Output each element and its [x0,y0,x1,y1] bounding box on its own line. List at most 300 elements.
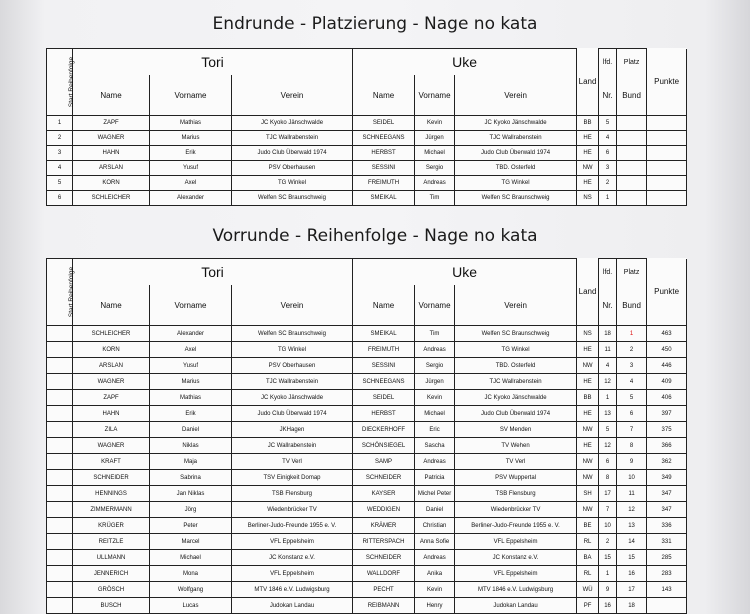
cell-uke-vorname: Daniel [415,502,455,518]
cell-uke-name: PECHT [353,582,415,598]
nr-header: Nr. [599,285,617,326]
cell-tori-vorname: Marius [150,131,232,146]
cell-start [47,406,73,422]
cell-nr: 2 [599,176,617,191]
cell-tori-vorname: Mona [150,566,232,582]
tori-header: Tori [73,49,353,76]
cell-tori-name: REITZLE [73,534,150,550]
cell-uke-name: REIBMANN [353,598,415,614]
cell-start: 6 [47,191,73,206]
cell-tori-verein: TSV Einigkeit Domap [232,470,353,486]
tori-verein-header: Verein [232,75,353,116]
cell-nr: 11 [599,342,617,358]
cell-tori-name: WAGNER [73,131,150,146]
cell-tori-name: KORN [73,342,150,358]
cell-uke-verein: JC Konstanz e.V. [455,550,577,566]
cell-nr: 13 [599,406,617,422]
cell-start [47,454,73,470]
bund-header: Bund [617,75,647,116]
cell-tori-name: ULLMANN [73,550,150,566]
cell-uke-verein: TV Wehen [455,438,577,454]
cell-uke-vorname: Sergio [415,161,455,176]
cell-nr: 17 [599,486,617,502]
cell-uke-verein: TJC Wallrabenstein [455,374,577,390]
cell-start: 3 [47,146,73,161]
punkte-header: Punkte [647,49,687,116]
cell-tori-verein: TG Winkel [232,342,353,358]
cell-tori-name: KORN [73,176,150,191]
cell-bund: 7 [617,422,647,438]
cell-tori-name: WAGNER [73,438,150,454]
uke-vorname-header: Vorname [415,285,455,326]
cell-land: NW [577,358,599,374]
cell-bund: 6 [617,406,647,422]
cell-tori-verein: Judokan Landau [232,598,353,614]
cell-bund: 5 [617,390,647,406]
cell-punkte: 283 [647,566,687,582]
cell-uke-verein: Judo Club Überwald 1974 [455,146,577,161]
cell-start: 5 [47,176,73,191]
cell-uke-verein: Wiedenbrücker TV [455,502,577,518]
cell-uke-name: KAYSER [353,486,415,502]
platz-header: Platz [617,49,647,76]
cell-tori-verein: Wiedenbrücker TV [232,502,353,518]
prelim-round-table [46,258,687,614]
cell-start [47,582,73,598]
cell-nr: 12 [599,438,617,454]
cell-uke-name: SCHNEIDER [353,550,415,566]
cell-uke-verein: TBD. Osterfeld [455,161,577,176]
cell-punkte: 331 [647,534,687,550]
cell-bund [617,146,647,161]
cell-nr: 6 [599,454,617,470]
cell-punkte: 409 [647,374,687,390]
tori-verein-header: Verein [232,285,353,326]
cell-nr: 8 [599,470,617,486]
cell-uke-vorname: Michael [415,406,455,422]
cell-land: BB [577,390,599,406]
cell-land: HE [577,342,599,358]
lfd-header: lfd. [599,259,617,286]
cell-tori-vorname: Mathias [150,390,232,406]
cell-nr: 4 [599,131,617,146]
cell-land: HE [577,374,599,390]
cell-tori-verein: JC Wallrabenstein [232,438,353,454]
final-round-title: Endrunde - Platzierung - Nage no kata [212,14,538,34]
cell-punkte: 347 [647,502,687,518]
cell-tori-name: HAHN [73,146,150,161]
cell-tori-vorname: Jan Niklas [150,486,232,502]
table-row [47,390,687,406]
table-row [47,146,687,161]
cell-bund: 17 [617,582,647,598]
cell-land: NW [577,422,599,438]
cell-uke-vorname: Michel Peter [415,486,455,502]
cell-land: WÜ [577,582,599,598]
cell-tori-vorname: Yusuf [150,358,232,374]
cell-start [47,326,73,342]
cell-uke-verein: TBD. Osterfeld [455,358,577,374]
cell-uke-vorname: Andreas [415,454,455,470]
cell-nr: 4 [599,358,617,374]
cell-tori-vorname: Daniel [150,422,232,438]
uke-verein-header: Verein [455,75,577,116]
table-row [47,550,687,566]
cell-uke-verein: TG Winkel [455,176,577,191]
cell-punkte: 143 [647,582,687,598]
cell-tori-name: SCHLEICHER [73,326,150,342]
cell-tori-vorname: Sabrina [150,470,232,486]
cell-nr: 1 [599,566,617,582]
cell-uke-vorname: Christian [415,518,455,534]
cell-tori-vorname: Peter [150,518,232,534]
cell-uke-name: SEIDEL [353,116,415,131]
land-header: Land [577,49,599,116]
cell-start [47,534,73,550]
cell-uke-vorname: Eric [415,422,455,438]
table-row [47,486,687,502]
cell-bund: 15 [617,550,647,566]
cell-land: HE [577,406,599,422]
tori-name-header: Name [73,285,150,326]
cell-tori-verein: TV Verl [232,454,353,470]
cell-bund: 14 [617,534,647,550]
start-order-header: Start Reihenfolge [47,49,73,116]
cell-uke-verein: PSV Wuppertal [455,470,577,486]
cell-land: SH [577,486,599,502]
cell-land: BB [577,116,599,131]
cell-uke-name: DIECKERHOFF [353,422,415,438]
cell-tori-name: KRAFT [73,454,150,470]
cell-tori-vorname: Wolfgang [150,582,232,598]
table-row [47,358,687,374]
cell-tori-vorname: Michael [150,550,232,566]
cell-start [47,550,73,566]
cell-land: BE [577,518,599,534]
cell-uke-verein: Welfen SC Braunschweig [455,326,577,342]
table-row [47,131,687,146]
cell-nr: 1 [599,390,617,406]
cell-uke-vorname: Andreas [415,342,455,358]
cell-start [47,566,73,582]
cell-land: HE [577,438,599,454]
cell-start [47,470,73,486]
cell-tori-name: ZIMMERMANN [73,502,150,518]
bund-header: Bund [617,285,647,326]
cell-bund: 9 [617,454,647,470]
table-row [47,438,687,454]
cell-land: NW [577,454,599,470]
cell-uke-verein: JC Kyoko Jänschwalde [455,390,577,406]
cell-uke-name: HERBST [353,146,415,161]
cell-punkte: 362 [647,454,687,470]
cell-uke-vorname: Sergio [415,358,455,374]
cell-uke-name: SCHNEEGANS [353,374,415,390]
cell-punkte: 397 [647,406,687,422]
cell-tori-name: SCHNEIDER [73,470,150,486]
tori-header: Tori [73,259,353,286]
cell-tori-name: WAGNER [73,374,150,390]
cell-uke-vorname: Michael [415,146,455,161]
cell-start [47,358,73,374]
cell-punkte [647,146,687,161]
cell-uke-name: FREIMUTH [353,342,415,358]
cell-land: HE [577,131,599,146]
cell-tori-verein: Berliner-Judo-Freunde 1955 e. V. [232,518,353,534]
cell-tori-name: ZILA [73,422,150,438]
cell-bund: 12 [617,502,647,518]
cell-tori-name: ARSLAN [73,358,150,374]
cell-bund: 1 [617,326,647,342]
uke-verein-header: Verein [455,285,577,326]
cell-bund [617,161,647,176]
cell-tori-verein: JKHagen [232,422,353,438]
cell-nr: 2 [599,534,617,550]
cell-uke-verein: TV Verl [455,454,577,470]
cell-uke-name: SMEIKAL [353,191,415,206]
cell-land: NW [577,470,599,486]
cell-tori-vorname: Erik [150,406,232,422]
cell-land: RL [577,534,599,550]
cell-start: 1 [47,116,73,131]
uke-name-header: Name [353,75,415,116]
cell-uke-vorname: Kevin [415,582,455,598]
cell-bund: 16 [617,566,647,582]
cell-uke-vorname: Tim [415,326,455,342]
cell-punkte [647,131,687,146]
cell-tori-verein: PSV Oberhausen [232,358,353,374]
cell-start [47,502,73,518]
nr-header: Nr. [599,75,617,116]
table-row [47,582,687,598]
cell-bund: 11 [617,486,647,502]
cell-tori-vorname: Marcel [150,534,232,550]
cell-nr: 7 [599,502,617,518]
cell-uke-verein: VFL Eppelsheim [455,534,577,550]
cell-uke-vorname: Kevin [415,390,455,406]
cell-tori-vorname: Alexander [150,191,232,206]
cell-tori-verein: TJC Wallrabenstein [232,374,353,390]
cell-bund [617,191,647,206]
cell-punkte: 450 [647,342,687,358]
cell-punkte: 406 [647,390,687,406]
cell-uke-vorname: Kevin [415,116,455,131]
cell-land: RL [577,566,599,582]
cell-start [47,422,73,438]
cell-tori-verein: Judo Club Überwald 1974 [232,406,353,422]
cell-uke-name: SMEIKAL [353,326,415,342]
cell-bund [617,131,647,146]
cell-start [47,342,73,358]
cell-uke-name: KRÄMER [353,518,415,534]
cell-uke-verein: TJC Wallrabenstein [455,131,577,146]
cell-tori-vorname: Lucas [150,598,232,614]
cell-uke-name: FREIMUTH [353,176,415,191]
table-row [47,161,687,176]
cell-tori-vorname: Niklas [150,438,232,454]
prelim-round-title: Vorrunde - Reihenfolge - Nage no kata [212,226,538,246]
cell-bund: 4 [617,374,647,390]
cell-punkte: 285 [647,550,687,566]
cell-uke-name: SESSINI [353,161,415,176]
start-order-header: Start Reihenfolge [47,259,73,326]
cell-tori-verein: MTV 1846 e.V. Ludwigsburg [232,582,353,598]
cell-tori-verein: PSV Oberhausen [232,161,353,176]
cell-punkte [647,598,687,614]
final-round-table [46,48,687,206]
tori-name-header: Name [73,75,150,116]
cell-punkte [647,116,687,131]
cell-uke-vorname: Andreas [415,176,455,191]
cell-nr: 9 [599,582,617,598]
cell-uke-verein: Welfen SC Braunschweig [455,191,577,206]
cell-start: 2 [47,131,73,146]
cell-punkte: 366 [647,438,687,454]
cell-uke-vorname: Sascha [415,438,455,454]
cell-bund: 13 [617,518,647,534]
cell-uke-verein: TG Winkel [455,342,577,358]
cell-nr: 16 [599,598,617,614]
cell-tori-vorname: Maja [150,454,232,470]
table-row [47,406,687,422]
cell-uke-verein: Judo Club Überwald 1974 [455,406,577,422]
cell-tori-verein: JC Konstanz e.V. [232,550,353,566]
land-header: Land [577,259,599,326]
table-row [47,502,687,518]
cell-nr: 12 [599,374,617,390]
table-row [47,470,687,486]
cell-tori-name: BUSCH [73,598,150,614]
cell-tori-vorname: Mathias [150,116,232,131]
cell-tori-vorname: Alexander [150,326,232,342]
cell-punkte: 446 [647,358,687,374]
cell-land: HE [577,176,599,191]
cell-tori-name: KRÜGER [73,518,150,534]
table-row [47,454,687,470]
cell-uke-name: WALLDORF [353,566,415,582]
cell-land: BA [577,550,599,566]
table-row [47,374,687,390]
cell-tori-name: SCHLEICHER [73,191,150,206]
cell-uke-name: SCHNEIDER [353,470,415,486]
table-row [47,176,687,191]
cell-land: PF [577,598,599,614]
cell-bund: 2 [617,342,647,358]
cell-nr: 6 [599,146,617,161]
cell-bund [617,176,647,191]
cell-land: NS [577,326,599,342]
cell-uke-vorname: Tim [415,191,455,206]
table-row [47,566,687,582]
cell-start: 4 [47,161,73,176]
cell-tori-vorname: Marius [150,374,232,390]
cell-nr: 1 [599,191,617,206]
cell-nr: 3 [599,161,617,176]
cell-tori-verein: TSB Flensburg [232,486,353,502]
cell-tori-verein: TJC Wallrabenstein [232,131,353,146]
final-round-body [47,116,687,206]
cell-start [47,486,73,502]
cell-land: NW [577,502,599,518]
uke-header: Uke [353,49,577,76]
lfd-header: lfd. [599,49,617,76]
cell-start [47,374,73,390]
cell-uke-verein: MTV 1846 e.V. Ludwigsburg [455,582,577,598]
cell-tori-name: HENNINGS [73,486,150,502]
cell-uke-verein: Judokan Landau [455,598,577,614]
cell-punkte: 336 [647,518,687,534]
cell-bund [617,116,647,131]
cell-start [47,390,73,406]
cell-tori-name: ARSLAN [73,161,150,176]
cell-punkte: 375 [647,422,687,438]
cell-tori-name: HAHN [73,406,150,422]
prelim-round-body [47,326,687,614]
cell-uke-verein: TSB Flensburg [455,486,577,502]
cell-uke-verein: JC Kyoko Jänschwalde [455,116,577,131]
cell-tori-vorname: Axel [150,176,232,191]
cell-uke-name: RITTERSPACH [353,534,415,550]
cell-tori-verein: Welfen SC Braunschweig [232,326,353,342]
uke-name-header: Name [353,285,415,326]
cell-tori-verein: JC Kyoko Jänschwalde [232,116,353,131]
cell-uke-name: HERBST [353,406,415,422]
cell-tori-verein: TG Winkel [232,176,353,191]
table-row [47,422,687,438]
cell-tori-verein: Judo Club Überwald 1974 [232,146,353,161]
cell-uke-vorname: Jürgen [415,374,455,390]
cell-tori-vorname: Yusuf [150,161,232,176]
cell-uke-name: SESSINI [353,358,415,374]
cell-nr: 5 [599,116,617,131]
table-row [47,191,687,206]
cell-nr: 5 [599,422,617,438]
cell-uke-vorname: Anna Sofie [415,534,455,550]
cell-uke-vorname: Henry [415,598,455,614]
cell-tori-name: JENNERICH [73,566,150,582]
cell-tori-name: ZAPF [73,116,150,131]
cell-uke-name: SCHNEEGANS [353,131,415,146]
cell-uke-vorname: Patricia [415,470,455,486]
cell-tori-name: ZAPF [73,390,150,406]
cell-tori-verein: VFL Eppelsheim [232,566,353,582]
cell-tori-vorname: Axel [150,342,232,358]
cell-uke-vorname: Jürgen [415,131,455,146]
cell-land: HE [577,146,599,161]
platz-header: Platz [617,259,647,286]
cell-uke-name: SAMP [353,454,415,470]
cell-bund: 8 [617,438,647,454]
cell-punkte [647,191,687,206]
table-row [47,116,687,131]
cell-uke-name: WEDDIGEN [353,502,415,518]
cell-tori-verein: Welfen SC Braunschweig [232,191,353,206]
cell-uke-vorname: Andreas [415,550,455,566]
cell-nr: 15 [599,550,617,566]
cell-start [47,598,73,614]
cell-uke-vorname: Anika [415,566,455,582]
uke-header: Uke [353,259,577,286]
cell-punkte: 349 [647,470,687,486]
cell-punkte [647,161,687,176]
cell-uke-verein: VFL Eppelsheim [455,566,577,582]
cell-uke-verein: Berliner-Judo-Freunde 1955 e. V. [455,518,577,534]
cell-uke-name: SEIDEL [353,390,415,406]
cell-bund: 10 [617,470,647,486]
table-row [47,598,687,614]
cell-tori-name: GRÖSCH [73,582,150,598]
cell-nr: 10 [599,518,617,534]
